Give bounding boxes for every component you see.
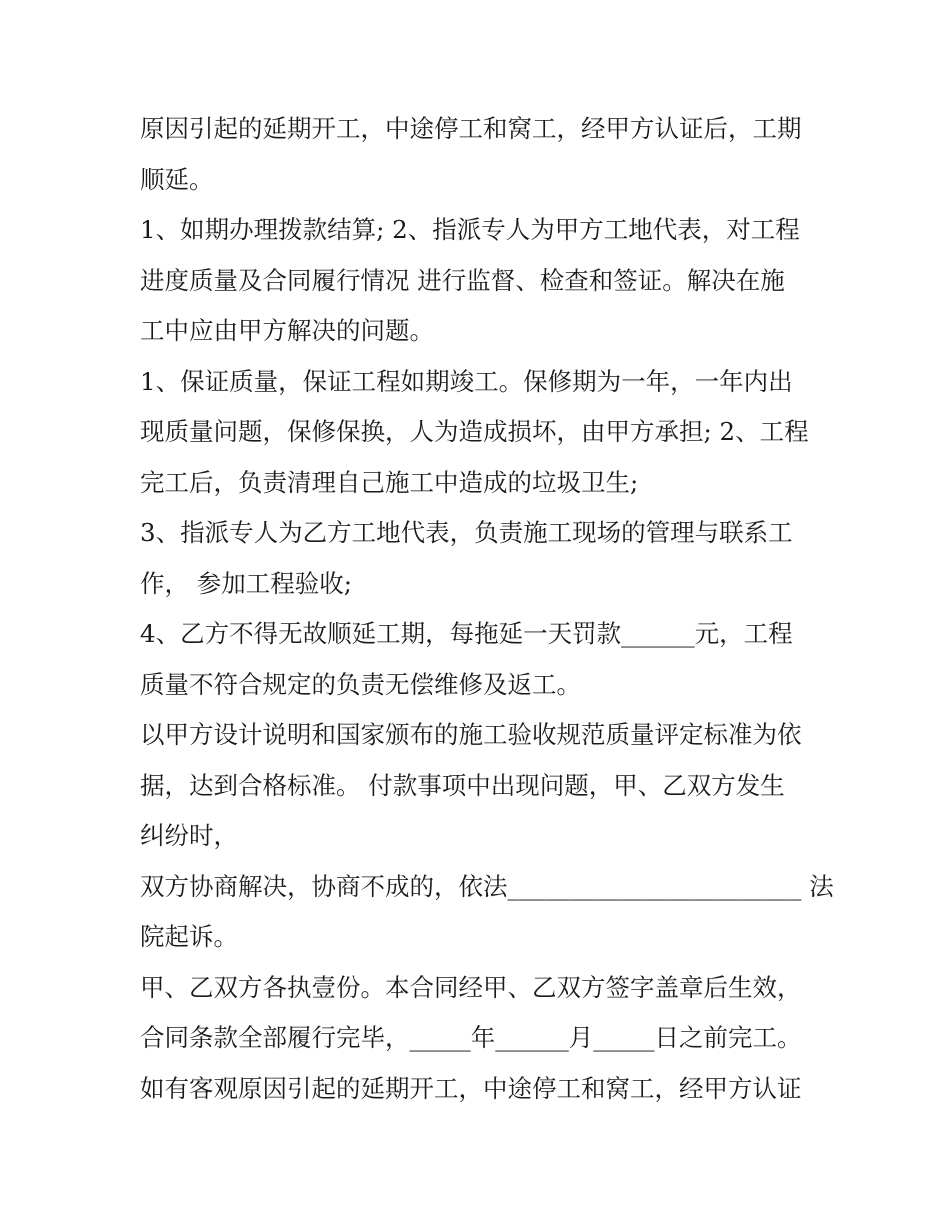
text-line: 1、如期办理拨款结算; 2、指派专人为甲方工地代表，对工程 xyxy=(140,215,800,244)
text-line: 工中应由甲方解决的问题。 xyxy=(140,316,434,345)
text-line: 质量不符合规定的负责无偿维修及返工。 xyxy=(140,669,581,699)
text-line: 以甲方设计说明和国家颁布的施工验收规范质量评定标准为依 xyxy=(140,720,802,749)
text-line: 双方协商解决，协商不成的，依法________________________ 法 xyxy=(140,871,834,901)
text-line: 完工后，负责清理自己施工中造成的垃圾卫生; xyxy=(140,467,639,497)
text-line: 进度质量及合同履行情况 进行监督、检查和签证。解决在施 xyxy=(140,265,785,295)
text-line: 合同条款全部履行完毕，_____年______月_____日之前完工。 xyxy=(140,1023,802,1052)
text-line: 据，达到合格标准。 付款事项中出现问题，甲、乙双方发生 xyxy=(140,770,785,800)
text-line: 顺延。 xyxy=(140,164,214,194)
document-body xyxy=(140,104,834,1114)
text-line: 3、指派专人为乙方工地代表，负责施工现场的管理与联系工 xyxy=(140,518,793,547)
text-line: 现质量问题，保修保换，人为造成损坏，由甲方承担; 2、工程 xyxy=(140,417,809,446)
text-line: 4、乙方不得无故顺延工期，每拖延一天罚款______元，工程 xyxy=(140,619,793,648)
text-line: 甲、乙双方各执壹份。本合同经甲、乙双方签字盖章后生效， xyxy=(140,972,802,1002)
text-line: 1、保证质量，保证工程如期竣工。保修期为一年，一年内出 xyxy=(140,366,793,396)
text-line: 如有客观原因引起的延期开工，中途停工和窝工，经甲方认证 xyxy=(140,1073,802,1103)
text-line: 作， 参加工程验收; xyxy=(140,568,353,598)
text-line: 原因引起的延期开工，中途停工和窝工，经甲方认证后，工期 xyxy=(140,114,802,143)
text-line: 纠纷时， xyxy=(140,821,238,850)
text-line: 院起诉。 xyxy=(140,922,238,951)
